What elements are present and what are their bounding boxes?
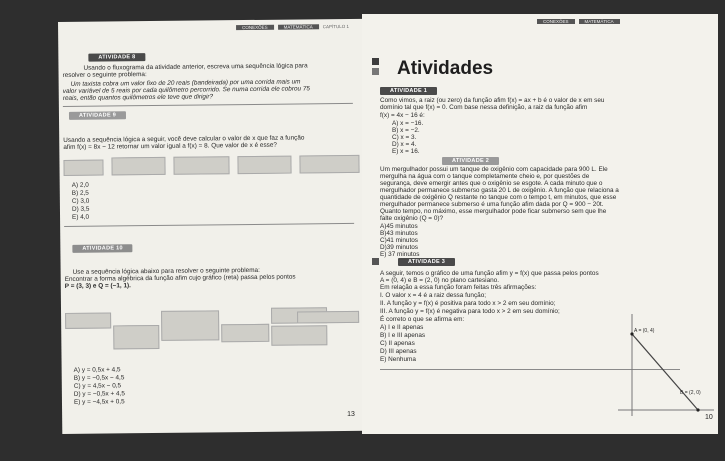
a2-line: mergulhador permanece submerso é uma função afim dada por Q = 900 − 20t.: [380, 201, 604, 208]
a3-option-d: D) III apenas: [380, 348, 417, 355]
a2-line: quantidade de oxigênio Q restante no tanque com o tempo t, em minutos, que esse: [380, 194, 617, 201]
left-page: [58, 19, 366, 434]
a9-text-1: Usando a sequência lógica a seguir, você deve calcular o valor de x que faz a função: [63, 134, 305, 144]
a8-problem-1: Um taxista cobra um valor fixo de 20 reais (bandeirada) por uma corrida mais um: [70, 78, 301, 88]
a1-option-b: B) x = −2.: [392, 127, 420, 134]
a10-flow-step-6: [271, 325, 327, 346]
a9-flow-step-3: [173, 156, 229, 175]
a3-line: I. O valor x = 4 é a raiz dessa função;: [380, 292, 487, 299]
section-marker-icon: [372, 258, 379, 265]
a8-text-2: resolver o seguinte problema:: [62, 71, 147, 79]
a3-line: Em relação a essa função foram feitas três afirmações:: [380, 284, 537, 291]
a1-option-a: A) x = −16.: [392, 120, 424, 127]
graph-label-a: A = (0, 4): [634, 328, 655, 334]
a10-flow-step-4: [221, 324, 269, 343]
a8-problem-3: reais, então quantos quilômetros ele teve que dirigir?: [62, 93, 214, 102]
a9-option-d: D) 3,5: [71, 205, 90, 213]
a3-line: II. A função y = f(x) é positiva para todo x > 2 em seu domínio;: [380, 300, 556, 307]
graph-point-b: [696, 408, 699, 411]
a3-option-a: A) I e II apenas: [380, 324, 424, 331]
a3-line: III. A função y = f(x) é negativa para todo x > 2 em seu domínio;: [380, 308, 560, 315]
a8-text-1: Usando o fluxograma da atividade anterior, escreva uma sequência lógica para: [83, 62, 308, 72]
a3-option-b: B) I e III apenas: [380, 332, 426, 339]
a9-option-a: A) 2,0: [71, 181, 89, 189]
a9-flow-step-1: [63, 160, 103, 176]
a8-problem-2: valor variável de 5 reais por cada quilômetro percorrido. Se numa corrida ele cobrou 75: [62, 85, 311, 95]
a1-option-d: D) x = 4.: [392, 141, 417, 148]
a9-flow-step-2: [111, 157, 165, 176]
graph-label-b: B = (2, 0): [680, 390, 701, 396]
a2-line: mergulhador permanece submerso gasta 20 L de oxigênio. A função que relaciona a: [380, 187, 619, 194]
a10-option-a: A) y = 0,5x + 4,5: [73, 366, 121, 374]
a9-option-e: E) 4,0: [72, 213, 90, 221]
a3-line: A = (0, 4) e B = (2, 0) no plano cartesiano.: [380, 277, 500, 284]
a1-option-e: E) x = 16.: [392, 148, 420, 155]
graph-line: [632, 334, 698, 410]
right-page: [362, 14, 718, 434]
a10-text-2: Encontrar a forma algébrica da função afim cujo gráfico (reta) passa pelos pontos: [64, 273, 296, 283]
a1-line-3: f(x) = 4x − 16 é:: [380, 112, 425, 119]
a10-option-b: B) y = −0,5x − 4,5: [73, 374, 125, 382]
a2-option-e: E) 37 minutos: [380, 251, 420, 258]
a3-line: É correto o que se afirma em:: [380, 316, 465, 323]
activity-1-label: ATIVIDADE 1: [380, 87, 437, 95]
title-marker-icon: [372, 68, 379, 75]
a9-answer-line: [64, 223, 354, 227]
a3-line: A seguir, temos o gráfico de uma função afim y = f(x) que passa pelos pontos: [380, 270, 599, 277]
left-header-tabs: CONEXÕES MATEMÁTICA CAPÍTULO 1: [236, 24, 349, 32]
a10-flow-step-7: [297, 311, 359, 324]
left-page-number: 13: [347, 410, 355, 418]
a10-flow-step-3: [161, 310, 219, 341]
a9-option-b: B) 2,5: [71, 189, 89, 197]
activity-8-label: ATIVIDADE 8: [88, 53, 145, 62]
a1-line-2: domínio tal que f(x) = 0. Com base nessa definição, a raiz da função afim: [380, 104, 588, 111]
a9-text-2: afim f(x) = 8x − 12 retornar um valor igual a f(x) = 8. Que valor de x é esse?: [63, 141, 277, 151]
a10-text-1: Use a sequência lógica abaixo para resolver o seguinte problema:: [72, 266, 260, 276]
a2-line: Um mergulhador possui um tanque de oxigênio com capacidade para 900 L. Ele: [380, 166, 608, 173]
a2-line: segurança, deve emergir antes que o oxigênio se esgote. A cada minuto que o: [380, 180, 603, 187]
a2-option-c: C)41 minutos: [380, 237, 419, 244]
activity-10-label: ATIVIDADE 10: [72, 244, 133, 253]
a2-option-b: B)43 minutos: [380, 230, 418, 237]
a2-option-a: A)45 minutos: [380, 223, 418, 230]
a2-line: falte oxigênio (Q = 0)?: [380, 215, 444, 222]
a10-flow-step-1: [65, 312, 111, 328]
a9-flow-step-5: [299, 155, 359, 174]
a1-line-1: Como vimos, a raiz (ou zero) da função afim f(x) = ax + b é o valor de x em seu: [380, 97, 605, 104]
a9-flow-step-4: [237, 156, 291, 175]
page-title: Atividades: [397, 58, 494, 79]
a3-graph: [618, 314, 714, 416]
a10-option-e: E) y = −4,5x + 0,5: [73, 398, 125, 406]
title-marker-icon: [372, 58, 379, 65]
a10-text-3: P = (3, 3) e Q = (−1, 1).: [64, 282, 131, 290]
a2-option-d: D)39 minutos: [380, 244, 419, 251]
a10-option-d: D) y = −0,5x + 4,5: [73, 390, 125, 398]
a3-option-e: E) Nenhuma: [380, 356, 416, 363]
right-header-tabs: CONEXÕES MATEMÁTICA: [537, 19, 624, 26]
right-page-number: 10: [705, 414, 713, 421]
a1-option-c: C) x = 3.: [392, 134, 417, 141]
a10-option-c: C) y = 4,5x − 0,5: [73, 382, 122, 390]
activity-9-label: ATIVIDADE 9: [69, 111, 126, 120]
a2-line: mergulha na água com o tanque completamente cheio e, por questões de: [380, 173, 590, 180]
a10-flow-step-2: [113, 325, 159, 349]
activity-2-label: ATIVIDADE 2: [442, 157, 499, 165]
a9-option-c: C) 3,0: [71, 197, 90, 205]
a8-answer-line: [63, 103, 353, 107]
activity-3-label: ATIVIDADE 3: [398, 258, 455, 266]
a2-line: Quanto tempo, no máximo, esse mergulhador pode ficar submerso sem que lhe: [380, 208, 607, 215]
a3-option-c: C) II apenas: [380, 340, 415, 347]
